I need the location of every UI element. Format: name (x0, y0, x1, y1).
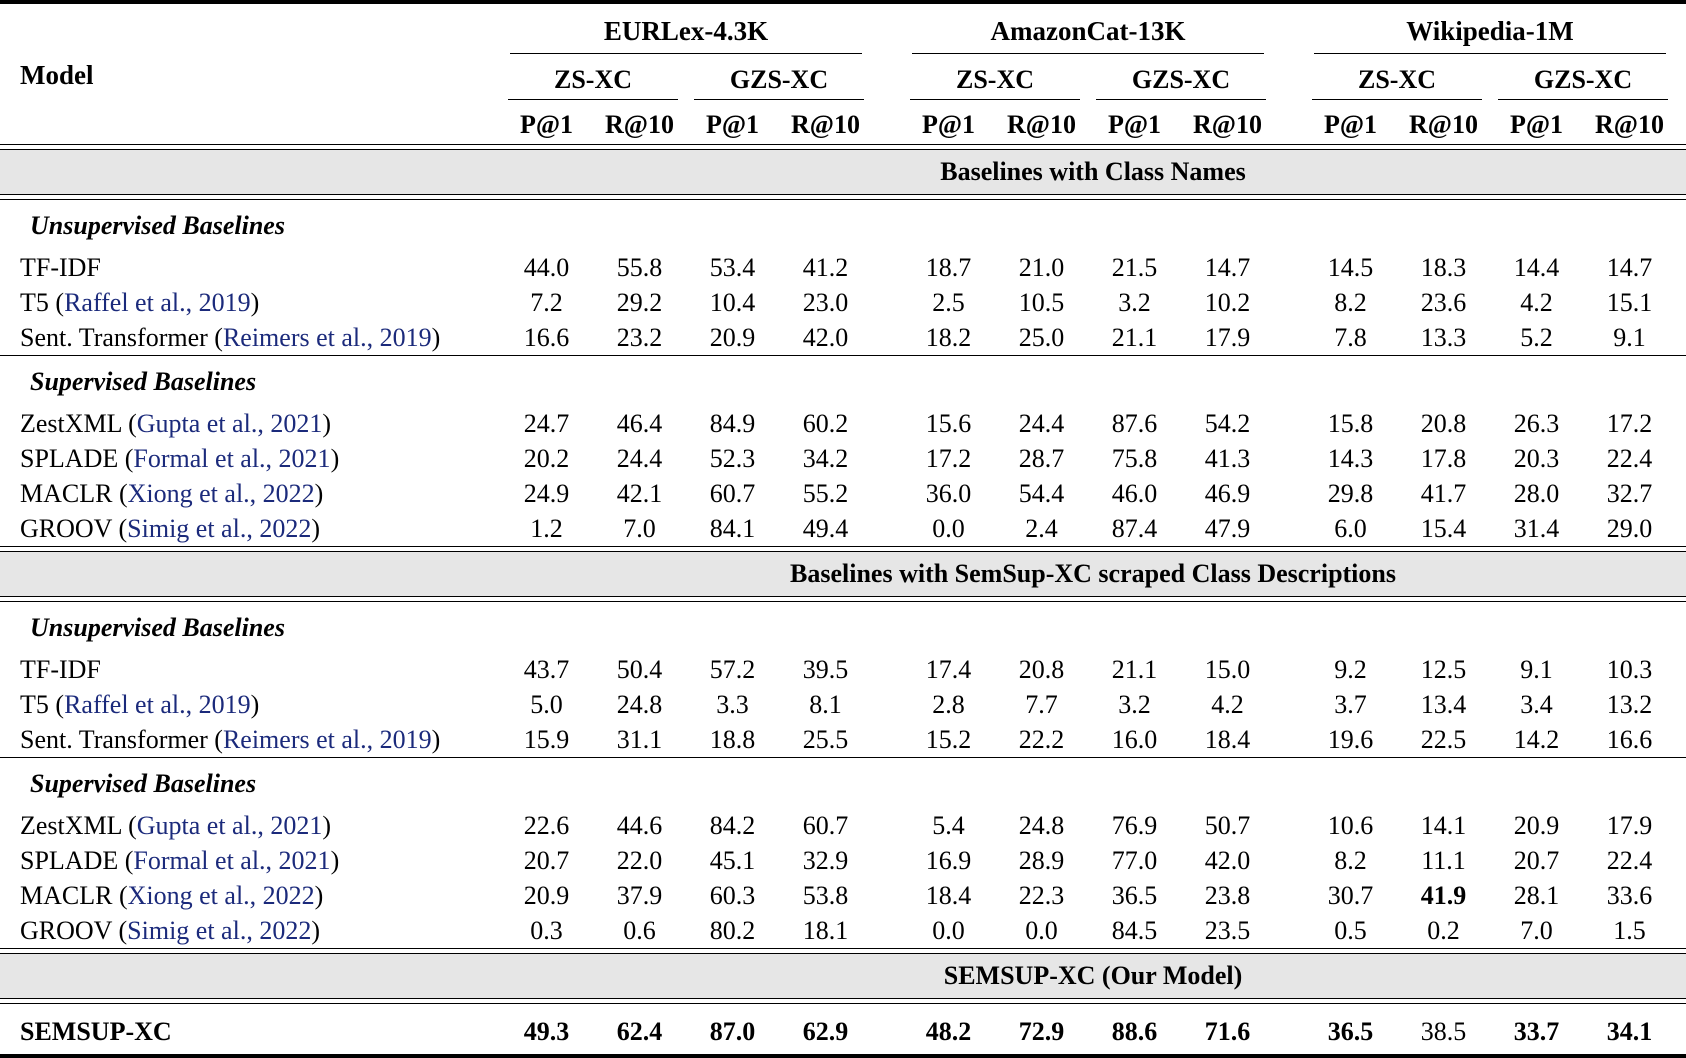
paren: ( (111, 513, 128, 543)
value-cell: 62.9 (802, 1017, 849, 1046)
model-label (0, 725, 500, 755)
table-row (0, 1010, 1686, 1054)
model-label (0, 323, 500, 353)
value-cell: 8.2 (1334, 287, 1367, 317)
value-cell: 28.9 (1018, 845, 1065, 875)
value-cell: 24.4 (1018, 408, 1065, 438)
group-label: Supervised Baselines (30, 367, 257, 396)
citation-link[interactable]: Xiong et al., 2022 (127, 880, 315, 910)
dataset-header: AmazonCat-13K (912, 6, 1264, 54)
value-cell: 24.8 (616, 689, 663, 719)
setting-header: GZS-XC (1498, 54, 1668, 100)
value-cell: 44.0 (523, 252, 570, 282)
value-cell: 43.7 (523, 654, 570, 684)
value-cell: 36.5 (1111, 880, 1158, 910)
citation-link[interactable]: Raffel et al., 2019 (64, 689, 251, 719)
setting-header: ZS-XC (508, 54, 678, 100)
value-cell: 9.1 (1613, 322, 1646, 352)
model-label (0, 409, 500, 439)
value-cell: 1.2 (530, 513, 563, 543)
value-cell: 21.1 (1111, 322, 1158, 352)
value-cell: 42.0 (802, 322, 849, 352)
table-row (0, 511, 1686, 546)
value-cell: 48.2 (925, 1017, 972, 1046)
paren: ( (111, 915, 128, 945)
value-cell: 14.2 (1513, 724, 1560, 754)
model-label (0, 916, 500, 946)
value-cell: 37.9 (616, 880, 663, 910)
value-cell: 80.2 (709, 915, 756, 945)
value-cell: 20.3 (1513, 443, 1560, 473)
citation-link[interactable]: Formal et al., 2021 (133, 443, 331, 473)
paren: ( (121, 408, 137, 438)
value-cell: 39.5 (802, 654, 849, 684)
table-row (0, 687, 1686, 722)
value-cell: 14.4 (1513, 252, 1560, 282)
value-cell: 6.0 (1334, 513, 1367, 543)
value-cell: 16.0 (1111, 724, 1158, 754)
value-cell: 42.0 (1204, 845, 1251, 875)
model-label (0, 444, 500, 474)
value-cell: 71.6 (1204, 1017, 1251, 1046)
value-cell: 20.9 (523, 880, 570, 910)
table-row (0, 250, 1686, 285)
value-cell: 14.5 (1327, 252, 1374, 282)
value-cell: 17.9 (1204, 322, 1251, 352)
table-row (0, 476, 1686, 511)
value-cell: 77.0 (1111, 845, 1158, 875)
setting-header: GZS-XC (694, 54, 864, 100)
value-cell: 14.1 (1420, 810, 1467, 840)
value-cell: 36.5 (1327, 1017, 1374, 1046)
value-cell: 87.6 (1111, 408, 1158, 438)
value-cell: 2.5 (932, 287, 965, 317)
table-row (0, 406, 1686, 441)
value-cell: 55.2 (802, 478, 849, 508)
value-cell: 3.7 (1334, 689, 1367, 719)
value-cell: 31.4 (1513, 513, 1560, 543)
value-cell: 33.6 (1606, 880, 1653, 910)
setting-header: ZS-XC (1312, 54, 1482, 100)
value-cell: 53.8 (802, 880, 849, 910)
paren: ) (314, 880, 324, 910)
value-cell: 54.2 (1204, 408, 1251, 438)
section-band (0, 552, 1686, 596)
value-cell: 60.7 (709, 478, 756, 508)
value-cell: 60.3 (709, 880, 756, 910)
section-band-title: Baselines with Class Names (940, 157, 1246, 186)
metric-header: R@10 (1409, 110, 1478, 139)
value-cell: 29.2 (616, 287, 663, 317)
value-cell: 88.6 (1111, 1017, 1158, 1046)
value-cell: 33.7 (1513, 1017, 1560, 1046)
model-name: Sent. Transformer (20, 724, 208, 754)
citation-link[interactable]: Simig et al., 2022 (127, 915, 312, 945)
value-cell: 14.3 (1327, 443, 1374, 473)
value-cell: 9.2 (1334, 654, 1367, 684)
value-cell: 15.8 (1327, 408, 1374, 438)
value-cell: 46.4 (616, 408, 663, 438)
value-cell: 22.4 (1606, 443, 1653, 473)
paren: ( (118, 845, 134, 875)
value-cell: 25.0 (1018, 322, 1065, 352)
table-row (0, 441, 1686, 476)
value-cell: 76.9 (1111, 810, 1158, 840)
citation-link[interactable]: Gupta et al., 2021 (136, 408, 323, 438)
value-cell: 26.3 (1513, 408, 1560, 438)
value-cell: 3.4 (1520, 689, 1553, 719)
value-cell: 7.2 (530, 287, 563, 317)
value-cell: 34.1 (1606, 1017, 1653, 1046)
value-cell: 20.2 (523, 443, 570, 473)
metric-header: R@10 (1007, 110, 1076, 139)
value-cell: 4.2 (1211, 689, 1244, 719)
value-cell: 20.7 (523, 845, 570, 875)
value-cell: 14.7 (1204, 252, 1251, 282)
value-cell: 32.7 (1606, 478, 1653, 508)
value-cell: 41.9 (1420, 880, 1467, 910)
paren: ( (112, 478, 128, 508)
model-label (0, 846, 500, 876)
value-cell: 23.8 (1204, 880, 1251, 910)
group-label: Unsupervised Baselines (30, 613, 285, 642)
model-name: ZestXML (20, 408, 122, 438)
model-name: GROOV (20, 915, 112, 945)
paren: ) (311, 513, 320, 543)
paren: ( (207, 724, 223, 754)
metric-header: P@1 (705, 110, 760, 139)
value-cell: 44.6 (616, 810, 663, 840)
metric-header: P@1 (921, 110, 976, 139)
paren: ( (121, 810, 137, 840)
value-cell: 22.4 (1606, 845, 1653, 875)
value-cell: 17.2 (925, 443, 972, 473)
value-cell: 24.8 (1018, 810, 1065, 840)
value-cell: 22.6 (523, 810, 570, 840)
value-cell: 53.4 (709, 252, 756, 282)
value-cell: 0.0 (932, 915, 965, 945)
model-name: T5 (20, 287, 49, 317)
value-cell: 15.9 (523, 724, 570, 754)
value-cell: 84.1 (709, 513, 756, 543)
value-cell: 60.2 (802, 408, 849, 438)
table-row (0, 722, 1686, 757)
value-cell: 2.8 (932, 689, 965, 719)
value-cell: 18.2 (925, 322, 972, 352)
setting-header: GZS-XC (1096, 54, 1266, 100)
value-cell: 49.3 (523, 1017, 570, 1046)
value-cell: 12.5 (1420, 654, 1467, 684)
table-header (0, 4, 1686, 144)
table-row (0, 808, 1686, 843)
metric-header: P@1 (1509, 110, 1564, 139)
paren: ( (48, 287, 65, 317)
value-cell: 20.7 (1513, 845, 1560, 875)
value-cell: 7.7 (1025, 689, 1058, 719)
model-label (0, 655, 500, 685)
value-cell: 75.8 (1111, 443, 1158, 473)
value-cell: 23.2 (616, 322, 663, 352)
model-label (0, 514, 500, 544)
citation-link[interactable]: Xiong et al., 2022 (127, 478, 315, 508)
value-cell: 16.6 (523, 322, 570, 352)
model-label (0, 1017, 500, 1047)
citation-link[interactable]: Formal et al., 2021 (133, 845, 331, 875)
value-cell: 20.9 (1513, 810, 1560, 840)
value-cell: 4.2 (1520, 287, 1553, 317)
value-cell: 10.5 (1018, 287, 1065, 317)
value-cell: 42.1 (616, 478, 663, 508)
value-cell: 14.7 (1606, 252, 1653, 282)
value-cell: 2.4 (1025, 513, 1058, 543)
value-cell: 87.0 (709, 1017, 756, 1046)
value-cell: 3.3 (716, 689, 749, 719)
value-cell: 29.8 (1327, 478, 1374, 508)
value-cell: 15.0 (1204, 654, 1251, 684)
value-cell: 21.0 (1018, 252, 1065, 282)
paren: ) (322, 810, 331, 840)
value-cell: 1.5 (1613, 915, 1646, 945)
value-cell: 46.9 (1204, 478, 1251, 508)
value-cell: 29.0 (1606, 513, 1653, 543)
value-cell: 5.2 (1520, 322, 1553, 352)
value-cell: 0.0 (1025, 915, 1058, 945)
value-cell: 16.6 (1606, 724, 1653, 754)
value-cell: 54.4 (1018, 478, 1065, 508)
value-cell: 24.4 (616, 443, 663, 473)
value-cell: 10.6 (1327, 810, 1374, 840)
citation-link[interactable]: Simig et al., 2022 (127, 513, 312, 543)
paren: ) (330, 845, 340, 875)
model-name: GROOV (20, 513, 112, 543)
value-cell: 9.1 (1520, 654, 1553, 684)
value-cell: 3.2 (1118, 689, 1151, 719)
table-row (0, 878, 1686, 913)
column-header-model: Model (20, 59, 94, 90)
value-cell: 18.8 (709, 724, 756, 754)
value-cell: 84.5 (1111, 915, 1158, 945)
value-cell: 0.6 (623, 915, 656, 945)
value-cell: 18.3 (1420, 252, 1467, 282)
value-cell: 18.4 (1204, 724, 1251, 754)
group-label: Unsupervised Baselines (30, 211, 285, 240)
model-label (0, 479, 500, 509)
value-cell: 20.9 (709, 322, 756, 352)
value-cell: 17.9 (1606, 810, 1653, 840)
value-cell: 25.5 (802, 724, 849, 754)
value-cell: 60.7 (802, 810, 849, 840)
value-cell: 17.2 (1606, 408, 1653, 438)
value-cell: 20.8 (1018, 654, 1065, 684)
paren: ) (330, 443, 340, 473)
value-cell: 20.8 (1420, 408, 1467, 438)
model-name: T5 (20, 689, 49, 719)
group-label: Supervised Baselines (30, 769, 257, 798)
value-cell: 22.5 (1420, 724, 1467, 754)
value-cell: 57.2 (709, 654, 756, 684)
section-band-title: Baselines with SemSup-XC scraped Class Descriptions (790, 559, 1396, 588)
table-bottom-rule (0, 1054, 1686, 1058)
value-cell: 10.3 (1606, 654, 1653, 684)
value-cell: 18.4 (925, 880, 972, 910)
value-cell: 7.0 (1520, 915, 1553, 945)
value-cell: 22.2 (1018, 724, 1065, 754)
value-cell: 62.4 (616, 1017, 663, 1046)
metric-header: R@10 (791, 110, 860, 139)
metric-header: R@10 (1193, 110, 1262, 139)
value-cell: 11.1 (1421, 845, 1466, 875)
value-cell: 84.2 (709, 810, 756, 840)
model-name: TF-IDF (20, 654, 101, 684)
paren: ) (250, 287, 260, 317)
value-cell: 50.4 (616, 654, 663, 684)
value-cell: 41.3 (1204, 443, 1251, 473)
table-row (0, 652, 1686, 687)
metric-header: R@10 (605, 110, 674, 139)
value-cell: 24.9 (523, 478, 570, 508)
paren: ( (207, 322, 223, 352)
value-cell: 17.4 (925, 654, 972, 684)
value-cell: 84.9 (709, 408, 756, 438)
value-cell: 24.7 (523, 408, 570, 438)
citation-link[interactable]: Gupta et al., 2021 (136, 810, 323, 840)
model-label (0, 253, 500, 283)
value-cell: 21.5 (1111, 252, 1158, 282)
table-row (0, 913, 1686, 948)
value-cell: 72.9 (1018, 1017, 1065, 1046)
value-cell: 7.8 (1334, 322, 1367, 352)
value-cell: 10.4 (709, 287, 756, 317)
value-cell: 22.3 (1018, 880, 1065, 910)
table-row (0, 320, 1686, 355)
value-cell: 41.7 (1420, 478, 1467, 508)
value-cell: 13.2 (1606, 689, 1653, 719)
value-cell: 23.6 (1420, 287, 1467, 317)
paren: ) (431, 322, 441, 352)
model-label (0, 690, 500, 720)
value-cell: 30.7 (1327, 880, 1374, 910)
value-cell: 15.2 (925, 724, 972, 754)
value-cell: 46.0 (1111, 478, 1158, 508)
paren: ) (250, 689, 260, 719)
paren: ) (431, 724, 441, 754)
model-name: Sent. Transformer (20, 322, 208, 352)
value-cell: 47.9 (1204, 513, 1251, 543)
paren: ) (322, 408, 331, 438)
value-cell: 28.0 (1513, 478, 1560, 508)
value-cell: 17.8 (1420, 443, 1467, 473)
value-cell: 5.0 (530, 689, 563, 719)
value-cell: 38.5 (1420, 1017, 1467, 1046)
value-cell: 0.3 (530, 915, 563, 945)
value-cell: 13.4 (1420, 689, 1467, 719)
value-cell: 22.0 (616, 845, 663, 875)
table-row (0, 285, 1686, 320)
model-name: MACLR (20, 880, 113, 910)
value-cell: 52.3 (709, 443, 756, 473)
dataset-header: EURLex-4.3K (510, 6, 862, 54)
metric-header: P@1 (1107, 110, 1162, 139)
value-cell: 21.1 (1111, 654, 1158, 684)
model-name: MACLR (20, 478, 113, 508)
section-band (0, 954, 1686, 998)
model-name: ZestXML (20, 810, 122, 840)
section-band-title: SEMSUP-XC (Our Model) (943, 961, 1243, 990)
value-cell: 8.1 (809, 689, 842, 719)
value-cell: 15.6 (925, 408, 972, 438)
value-cell: 5.4 (932, 810, 965, 840)
value-cell: 49.4 (802, 513, 849, 543)
paren: ) (311, 915, 320, 945)
metric-header: R@10 (1595, 110, 1664, 139)
model-name: SEMSUP-XC (20, 1017, 172, 1046)
value-cell: 23.5 (1204, 915, 1251, 945)
paren: ( (48, 689, 65, 719)
model-label (0, 881, 500, 911)
model-label (0, 288, 500, 318)
results-table (0, 4, 1686, 1054)
value-cell: 19.6 (1327, 724, 1374, 754)
model-name: SPLADE (20, 845, 119, 875)
value-cell: 45.1 (709, 845, 756, 875)
value-cell: 36.0 (925, 478, 972, 508)
value-cell: 18.7 (925, 252, 972, 282)
section-band (0, 150, 1686, 194)
value-cell: 28.7 (1018, 443, 1065, 473)
value-cell: 13.3 (1420, 322, 1467, 352)
value-cell: 55.8 (616, 252, 663, 282)
value-cell: 41.2 (802, 252, 849, 282)
table-row (0, 843, 1686, 878)
metric-header: P@1 (1323, 110, 1378, 139)
value-cell: 3.2 (1118, 287, 1151, 317)
value-cell: 0.0 (932, 513, 965, 543)
value-cell: 34.2 (802, 443, 849, 473)
value-cell: 15.4 (1420, 513, 1467, 543)
value-cell: 16.9 (925, 845, 972, 875)
value-cell: 0.2 (1427, 915, 1460, 945)
metric-header: P@1 (519, 110, 574, 139)
citation-link[interactable]: Reimers et al., 2019 (222, 322, 432, 352)
citation-link[interactable]: Reimers et al., 2019 (222, 724, 432, 754)
value-cell: 7.0 (623, 513, 656, 543)
citation-link[interactable]: Raffel et al., 2019 (64, 287, 251, 317)
value-cell: 10.2 (1204, 287, 1251, 317)
value-cell: 87.4 (1111, 513, 1158, 543)
value-cell: 8.2 (1334, 845, 1367, 875)
paren: ) (314, 478, 324, 508)
value-cell: 28.1 (1513, 880, 1560, 910)
value-cell: 0.5 (1334, 915, 1367, 945)
value-cell: 23.0 (802, 287, 849, 317)
value-cell: 18.1 (802, 915, 849, 945)
paren: ( (118, 443, 134, 473)
value-cell: 50.7 (1204, 810, 1251, 840)
value-cell: 32.9 (802, 845, 849, 875)
model-name: TF-IDF (20, 252, 101, 282)
value-cell: 31.1 (616, 724, 663, 754)
model-name: SPLADE (20, 443, 119, 473)
value-cell: 15.1 (1606, 287, 1653, 317)
setting-header: ZS-XC (910, 54, 1080, 100)
dataset-header: Wikipedia-1M (1314, 6, 1666, 54)
model-label (0, 811, 500, 841)
paren: ( (112, 880, 128, 910)
